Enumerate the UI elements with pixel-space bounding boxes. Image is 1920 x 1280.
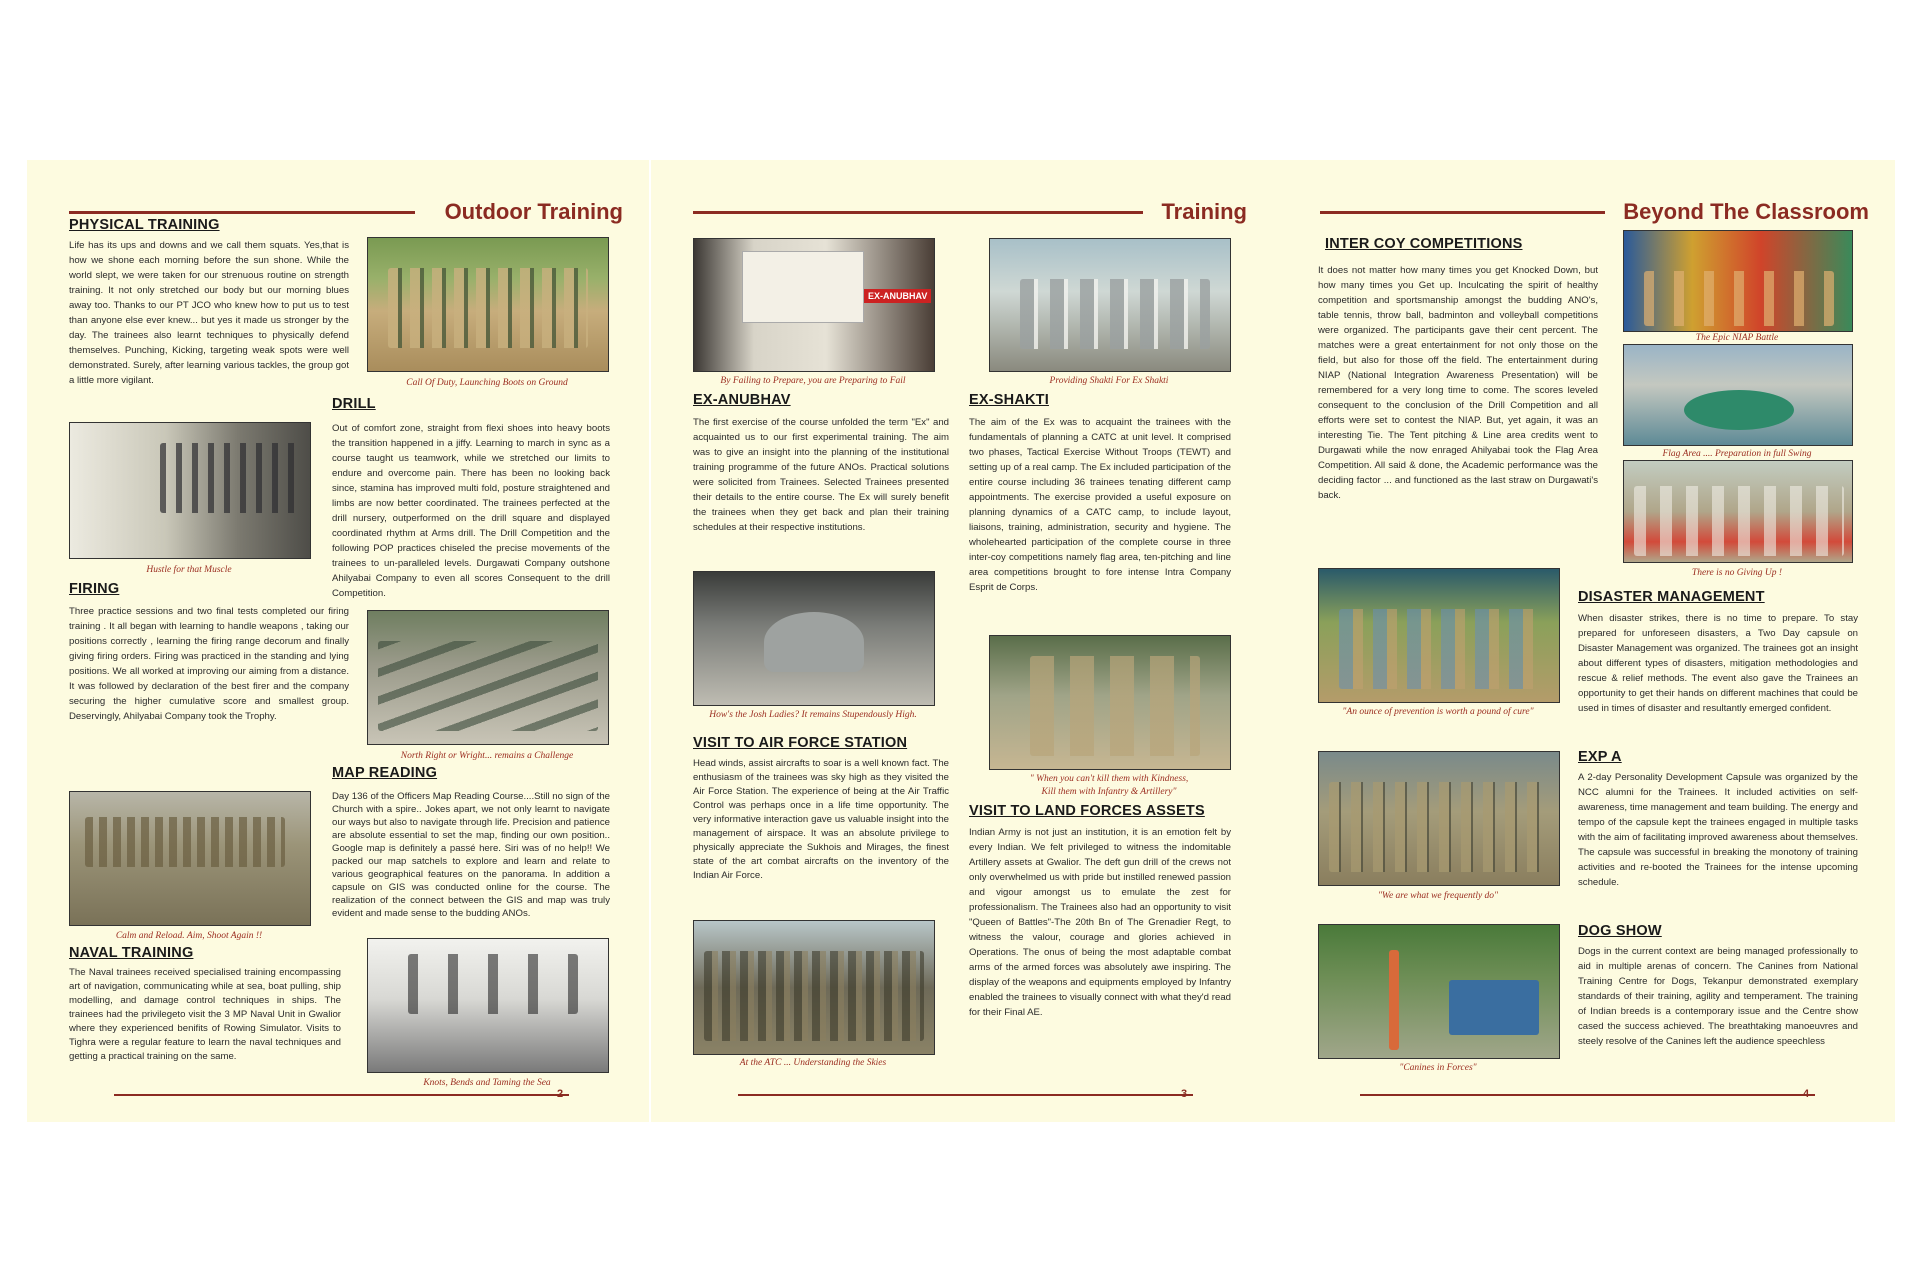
section-heading-naval-training: NAVAL TRAINING [69,945,194,961]
caption-jet: How's the Josh Ladies? It remains Stupendously High. [709,710,917,720]
section-body-naval-training: The Naval trainees received specialised training encompassing art of navigation, communicating while at sea, boat pulling, ship modelling, and damage control techniques in ships. The trainees had the privilegeto visit the 3 MP Naval Unit in Gwalior where they experienced benifits of Rowing Simulator. Visits to Tighra were a regular feature to learn the naval techniques and getting a practical training on the same. [69,967,341,1062]
caption-dog: "Canines in Forces" [1399,1063,1477,1073]
photo-flag-area [1623,344,1853,446]
page-title: Training [1161,199,1247,224]
caption-corridor: Hustle for that Muscle [146,565,232,575]
page-number: 4 [1803,1088,1810,1100]
caption-naval: Knots, Bends and Taming the Sea [423,1078,551,1088]
photo-figures [1644,271,1834,326]
footer-rule [1360,1094,1815,1096]
section-body-inter-coy: It does not matter how many times you get Knocked Down, but how many times you Get up. Inculcating the spirit of healthy competition and sportsmanship amongst the budding ANO's, table tennis, throw ball, badminton and volleyball competitions were organized. The participants gave their cent percent. The matches were a great entertainment for not only those on the field, but also for those off the field. The entertainment during NIAP (National Integration Awareness Presentation) will be remembered for a very long time to come. The scores leveled consequent to the conclusion of the Drill Competition and all efforts were set to contest the NIAP. But, yet again, it was an interesting Tie. The Tent pitching & Line area credits went to Durgawati while the now enraged Ahilyabai took the Flag Area Competition. All said & done, the Academic performance was the deciding factor ... and functioned as the last straw on Durgawati's back. [1318,265,1598,501]
page-title: Outdoor Training [444,199,623,224]
photo-niap [1623,230,1853,332]
photo-tower [1389,950,1399,1050]
caption-lecture: By Failing to Prepare, you are Preparing to Fail [720,376,906,386]
photo-lecture [693,238,935,372]
photo-figures [388,268,588,348]
section-body-dog-show: Dogs in the current context are being managed professionally to aid in multiple arenas of concern. The Canines from National Training Centre for Dogs, Tekanpur demonstrated exemplary standards of their training, agility and temperament. The training of Indian breeds is a contemporary issue and the Centre show cased the success achieved. The breathtaking manoeuvres and steely resolve of the Canines left the audience speechless [1578,946,1858,1047]
section-heading-physical-training: PHYSICAL TRAINING [69,217,220,233]
section-body-ex-anubhav: The first exercise of the course unfolded the term "Ex" and acquainted us to our first experimental training. The aim was to give an insight into the planning of the institutional training programme of the future ANOs. Practical solutions were solicited from Trainees. Selected Trainees presented their details to the entire course. The Ex will surely benefit the trainees when they get back and plan their training schedules at their respective institutions. [693,417,949,533]
photo-figures [378,641,598,731]
page-number: 2 [557,1088,564,1100]
photo-naval-simulator [367,938,609,1073]
photo-figures [1634,486,1844,556]
section-body-ex-shakti: The aim of the Ex was to acquaint the trainees with the fundamentals of planning a CATC at unit level. It comprised two phases, Tactical Exercise Without Troops (TEWT) and setting up of a real camp. The Ex included participation of the entire course including 36 trainees tenating different camp appointments. The exercise provided a useful exposure on planning dynamics of a CATC camp, to include layout, liaisons, training, administration, security and hygiene. The wholehearted participation of the complete course in three inter-coy competitions namely flag area, ten-pitching and line area competitions brought to fore intense Intra Company Esprit de Corps. [969,417,1231,593]
banner-ex-anubhav: EX-ANUBHAV [864,289,931,303]
photo-parade [367,237,609,372]
section-body-disaster: When disaster strikes, there is no time to prepare. To stay prepared for unforeseen disasters, a Two Day capsule on Disaster Management was organized. The trainees got an insight about different types of disasters, mitigation methodologies and rescue & relief methods. The event also gave the Trainees an opportunity to get their hands on different machines that could be used in times of disaster and resultantly emerged confident. [1578,613,1858,714]
photo-figures [85,817,285,867]
section-body-expa: A 2-day Personality Development Capsule was organized by the NCC alumni for the Trainees. It included activities on self-awareness, time management and team building. The energy and tempo of the capsule kept the trainees engaged in multiple tasks with the aim of facilitating improved awareness about themselves. The capsule was successful in breaking the monotony of training activities and re-booted the Trainees for the intense upcoming schedule. [1578,772,1858,888]
photo-figures [1339,609,1539,689]
section-heading-expa: EXP A [1578,749,1622,765]
header-rule [1320,211,1605,214]
photo-land-forces-weapon [989,635,1231,770]
photo-rangoli [1684,390,1794,430]
photo-figures [408,954,578,1014]
header-rule [693,211,1143,214]
photo-corridor [69,422,311,559]
photo-figures [704,951,924,1041]
page-title: Beyond The Classroom [1623,199,1869,224]
section-heading-disaster: DISASTER MANAGEMENT [1578,589,1765,605]
caption-expa: "We are what we frequently do" [1377,891,1499,901]
page-number: 3 [1181,1088,1188,1100]
caption-firing: North Right or Wright... remains a Challenge [400,751,574,761]
footer-rule [738,1094,1193,1096]
caption-army-line1: " When you can't kill them with Kindness, [1029,774,1189,784]
photo-figures [1329,782,1549,872]
section-heading-inter-coy: INTER COY COMPETITIONS [1325,236,1523,252]
caption-map: Calm and Reload. Aim, Shoot Again !! [115,931,263,941]
section-heading-drill: DRILL [332,396,376,412]
photo-firing-range [367,610,609,745]
section-body-firing: Three practice sessions and two final tests completed our firing training . It all began with learning to handle weapons , taking our positions correctly , learning the firing range decorum and finally giving firing orders. Firing was practiced in the standing and lying positions. We all worked at improving our aiming from a distance. It was followed by declaration of the best firer and the company securing the higher cumulative score and smallest group. Deservingly, Ahilyabai Company took the Trophy. [69,606,349,722]
photo-expa [1318,751,1560,886]
caption-parade: Call Of Duty, Launching Boots on Ground [406,378,568,388]
page-beyond-classroom [1273,160,1895,1122]
photo-trophy [1623,460,1853,563]
caption-niap: The Epic NIAP Battle [1695,333,1779,343]
section-body-air-force-station: Head winds, assist aircrafts to soar is a well known fact. The enthusiasm of the trainees was sky high as they visited the Air Force Station. The experience of being at the Air Traffic Control was perhaps once in a life time opportunity. The very informative interaction gave us valuable insight into the management of airspace. It was an absolute privilege to physically appreciate the Sukhois and Mirages, the finest state of the art combat aircrafts on the inventory of the Indian Air Force. [693,758,949,881]
section-body-land-forces: Indian Army is not just an institution, it is an emotion felt by every Indian. We felt privileged to witness the indomitable Artillery assets at Gwalior. The deft gun drill of the crews not only overwhelmed us with pride but instilled renewed passion and vigour amongst us to emulate the zest for professionalism. The Trainees also had an opportunity to visit "Queen of Battles"-The 20th Bn of The Grenadier Regt, to witness the valour, courage and glories achieved in Operations. The onus of being the most adaptable combat arms of the armed forces was absolutely awe inspiring. The display of the weapons and equipments employed by Infantry enabled the trainees to visually connect with what they'd read for their Final AE. [969,827,1231,1018]
caption-trophy: There is no Giving Up ! [1691,568,1783,578]
presentation-slide [742,251,864,323]
section-heading-ex-shakti: EX-SHAKTI [969,392,1049,408]
section-body-drill: Out of comfort zone, straight from flexi shoes into heavy boots the transition happened in a jiffy. Learning to march in sync as a course taught us teamwork, while we stretched our limits to endure and overcome pain. There has been no looking back since, stamina has improved multi fold, posture straightened and limbs are now better coordinated. The trainees perfected at the drill nursery, outperformed on the drill square and displayed coordinated rhythm at Arms drill. The Drill Competition and the following POP practices chiseled the precise movements of the trainees to un-paralleled levels. Durgawati Company outshone Ahilyabai Company to even all scores Consequent to the drill Competition. [332,423,610,599]
caption-atc: At the ATC ... Understanding the Skies [739,1058,887,1068]
page-training [651,160,1273,1122]
caption-flag: Flag Area .... Preparation in full Swing [1662,449,1812,459]
caption-disaster: "An ounce of prevention is worth a pound of cure" [1342,707,1534,717]
photo-banner [1449,980,1539,1035]
header-rule [69,211,415,214]
section-heading-firing: FIRING [69,581,120,597]
section-heading-map-reading: MAP READING [332,765,438,781]
section-heading-dog-show: DOG SHOW [1578,923,1662,939]
photo-atc-visit [693,920,935,1055]
photo-figures [1020,279,1210,349]
photo-ex-shakti [989,238,1231,372]
footer-rule [114,1094,569,1096]
caption-army-line2: Kill them with Infantry & Artillery" [1041,787,1177,797]
section-body-map-reading: Day 136 of the Officers Map Reading Course....Still no sign of the Church with a spire.. Jokes apart, we not only learnt to navigate our ways but also to navigate through life. Precision and patience are absolute essential to set the map, finding our own position.. Google map is definitely a passé here. Siri was of no help!! We packed our map satchels to explore and learn and relate to various geographical features on the panorama. In addition a capsule on GIS was conducted online for the course. The realization of the connect between the GIS and map was truly evident and made sense to the budding ANOs. [332,791,610,919]
section-heading-land-forces: VISIT TO LAND FORCES ASSETS [969,803,1205,819]
caption-shakti: Providing Shakti For Ex Shakti [1049,376,1169,386]
section-body-physical-training: Life has its ups and downs and we call them squats. Yes,that is how we shone each morning before the sun shone. While the world slept, we were taken for our strenuous routine on strength training. It not only stretched our body but our morning blues away too. Thanks to our PT JCO who knew how to put us to test than anyone else ever knew... but yes it made us stronger by the day. The trainees also learnt techniques to physically defend themselves. Punching, Kicking, targeting weak spots were well demonstrated. Surely, after learning various tackles, the group got a little more vigilant. [69,240,349,386]
page-outdoor-training [27,160,649,1122]
photo-disaster-management [1318,568,1560,703]
photo-map-reading [69,791,311,926]
photo-figures [160,443,300,513]
section-heading-ex-anubhav: EX-ANUBHAV [693,392,791,408]
section-heading-air-force-station: VISIT TO AIR FORCE STATION [693,735,908,751]
photo-figures [1030,656,1200,756]
photo-fighter-jet [693,571,935,706]
photo-dog-show [1318,924,1560,1059]
photo-aircraft [764,612,864,672]
